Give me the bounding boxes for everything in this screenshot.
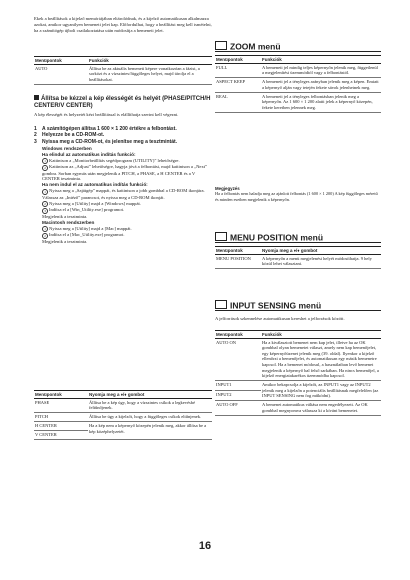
note-text: Ha a felbontás nem haladja meg az ajánlott felbontás (1 600 × 1 200) A kép függőleges méretű és minden esetben megjelenik a képernyőn. <box>215 191 378 202</box>
table-header: Menüpontok <box>215 56 261 64</box>
table-header: Funkciók <box>261 56 381 64</box>
step-item: 1 A számítógépen állítsa 1 600 × 1 200 értékre a felbontást. <box>34 126 177 132</box>
list-item: 1 Nyissa meg a „Sajátgép” mappát, és kattintson a jobb gombbal a CD-ROM ikonjára. Válassza az „Intéző” parancsot, és nyissa meg a CD-ROM ikonját. <box>42 188 205 200</box>
menu-item-function: A képernyőn a menü megjelenési helyét módosíthatja. 9 hely közül lehet választani. <box>261 254 381 268</box>
table-row <box>215 254 381 268</box>
table-row <box>215 338 381 380</box>
section-heading-text: Állítsa be kézzel a kép élességét és helyét (PHASE/PITCH/H CENTER/V CENTER) <box>34 96 211 109</box>
menu-position-heading <box>215 232 381 243</box>
list-item: 1 Nyissa meg a [Utility] majd a [Mac] mappát. <box>42 226 212 233</box>
menu-item-function: Amikor bekapcsolja a kijelzőt, az INPUT1 vagy az INPUT2 jelenik meg a kijelzőn a potenciális beállításnak megfelelően (az INPUT SENSING nem fog működni). <box>261 381 381 401</box>
menu-item-function: Ha a kép nem a képernyő közepén jelenik meg, akkor állítsa be a kép középhelyzetét. <box>88 421 212 439</box>
table-row <box>215 63 381 77</box>
table-header: Menüpontok <box>34 57 88 65</box>
menu-item-function: A bemeneti jel mindig teljes képernyőn jelenik meg, függetlenül a megjelenítési üzemmódtól vagy a felbontástól. <box>261 63 381 77</box>
table-row <box>215 92 381 112</box>
table-row <box>215 78 381 92</box>
section-heading <box>34 95 212 110</box>
zoom-menu-icon <box>215 41 227 50</box>
menu-item-function: Ha a kiválasztott bemenet nem kap jelet, illetve ha az OK gombbal olyan bemenetet választ, amely nem kap bemenőjelet, egy képernyőüzenet jelenik meg (39. oldal). Ilyenkor a kijelző ellenőrzi a bemenőjelet, és automatikusan egy másik bemenetre kapcsol. Ha a bemenet módosul, a használatban levő bemenet megjelenik a képernyő bal felső sarkában. Ha nincs bemenőjel, a kijelző energiatakarékos üzemmódba kapcsol. <box>261 338 381 380</box>
menu-item-key: FULL <box>215 63 261 77</box>
menu-item-key: AUTO <box>34 64 88 84</box>
menu-item-function: Állítsa be a kép úgy, hogy a vízszintes csíkok a legkevésbé feltűnőjenek. <box>88 398 212 412</box>
input-sensing-table <box>215 330 381 416</box>
table-header: Funkciók <box>88 57 212 65</box>
menu-item-key: V CENTER <box>34 430 88 439</box>
menu-item-key: REAL <box>215 92 261 112</box>
table-header: Menüpontok <box>215 247 261 255</box>
menu-item-key: MENU POSITION <box>215 254 261 268</box>
menu-item-key: ASPECT KEEP <box>215 78 261 92</box>
menu-item-function: Állítsa be az aktuális bemeneti képere vonatkozóan a fázist, a sorközt és a vízszintes/függőleges helyet, majd tárolja el a beállításokat. <box>88 64 212 84</box>
note-title: Megjegyzés <box>215 186 240 191</box>
table-header: Nyomja meg a ♦/♦ gombot <box>88 391 212 399</box>
menu-item-key: H CENTER <box>34 421 88 430</box>
table-row <box>215 401 381 415</box>
table-row <box>34 421 212 430</box>
table-header: Funkciók <box>261 331 381 339</box>
menu-item-key: AUTO OFF <box>215 401 261 415</box>
menu-position-heading-text: MENU POSITION menü <box>230 232 324 243</box>
table-row <box>34 64 212 84</box>
table-header: Nyomja meg a ♦/♦ gombot <box>261 247 381 255</box>
menu-position-icon <box>215 232 227 241</box>
menu-item-function: A bemeneti jel a tényleges felbontásban jelenik meg a képernyőn. Az 1 600 × 1 200 alatti jelek a képernyő közepén, fekete keretben jelennek meg. <box>261 92 381 112</box>
result-text: Megjelenik a tesztminta. <box>42 213 88 219</box>
zoom-table <box>215 55 381 113</box>
steps-list <box>34 126 212 245</box>
page-number: 16 <box>198 540 212 552</box>
table-row <box>215 381 381 391</box>
square-bullet-icon <box>34 95 39 100</box>
step-item: 2 Helyezze be a CD-ROM-ot. <box>34 132 105 138</box>
list-item: 2 Nyissa meg a [Utility] majd a [Windows] mappát. <box>42 201 212 208</box>
menu-item-key: AUTO ON <box>215 338 261 380</box>
adjust-table <box>34 390 212 440</box>
windows-title: Windows rendszerben <box>42 145 92 151</box>
result-text: Megjelenik a tesztminta. <box>42 238 88 244</box>
input-sensing-icon <box>215 300 227 309</box>
zoom-heading <box>215 41 381 52</box>
zoom-heading-text: ZOOM menü <box>230 41 281 52</box>
intro-paragraph: Ekek a beállítások a kijelző memóriájában eltárolódnak, és a kijelző automatikusan alkalmazza azokat, amikor ugyanilyen bemeneti jelet kap. Előfordulhat, hogy a beállítást meg kell ismételni, ha a számítógép újboli csatlakoztatása után módosítja a bemeneti jelet. <box>34 16 212 33</box>
menu-item-key: INPUT1 <box>215 381 261 391</box>
auto-table <box>34 56 212 85</box>
menu-item-key: PITCH <box>34 413 88 422</box>
table-header: Menüpontok <box>215 331 261 339</box>
input-sensing-heading <box>215 300 381 311</box>
menu-item-function: A bemenet automatikus váltása nem engedélyezett. Az OK gombbal megnyomva válassza ki a kívánt bemenetet. <box>261 401 381 415</box>
step-item: 3 Nyissa meg a CD-ROM-ot, és jelenítse meg a tesztmintát. <box>34 138 178 145</box>
menu-item-function: A bemeneti jel a tényleges arányban jelenik meg a képen. Emiatt a képernyő alján vagy tetején fekete sávok jelenhetnek meg. <box>261 78 381 92</box>
note-block <box>215 186 381 202</box>
menu-item-key: PHASE <box>34 398 88 412</box>
list-item: 3 Indítsa el a [Win_Utility.exe] programot. <box>42 207 212 214</box>
section-text: A kép élességét és helyzetét kézi beállítással is elállíthatja szerint kell végezni. <box>34 112 179 117</box>
windows-auto-title: Ha elindul az automatikus indítás funkció: <box>42 151 136 157</box>
list-item: 1 Kattintson a „Monitorbeállítás segédprogram (UTILITY)” lehetőségre. <box>42 158 212 165</box>
menu-position-table <box>215 246 381 269</box>
mac-title: Macintosh rendszerben <box>42 219 95 225</box>
list-item: 2 Indítsa el a [Mac_Utility.exe] programot. <box>42 232 212 239</box>
windows-noauto-title: Ha nem indul el az automatikus indítás funkció: <box>42 182 148 188</box>
table-row <box>34 398 212 412</box>
table-header: Menüpontok <box>34 391 88 399</box>
list-item: 2 Kattintson az „Adjust” lehetőségre, hagyja jóvá a felbontást, majd kattintson a „Next” gombra. Sorban egymás után megjelenik a PITCH, a PHASE, a H CENTER és a V CENTER tesztminta. <box>42 164 208 182</box>
input-sensing-heading-text: INPUT SENSING menü <box>230 300 322 311</box>
input-sensing-intro: A jelforrások szkennelése automatikusan kereshet a jelforrások között. <box>215 316 345 321</box>
menu-item-key: INPUT2 <box>215 391 261 401</box>
menu-item-function: Állítsa be úgy a kijelzőt, hogy a függőleges csíkok eltűnjenek. <box>88 413 212 422</box>
table-row <box>34 413 212 422</box>
